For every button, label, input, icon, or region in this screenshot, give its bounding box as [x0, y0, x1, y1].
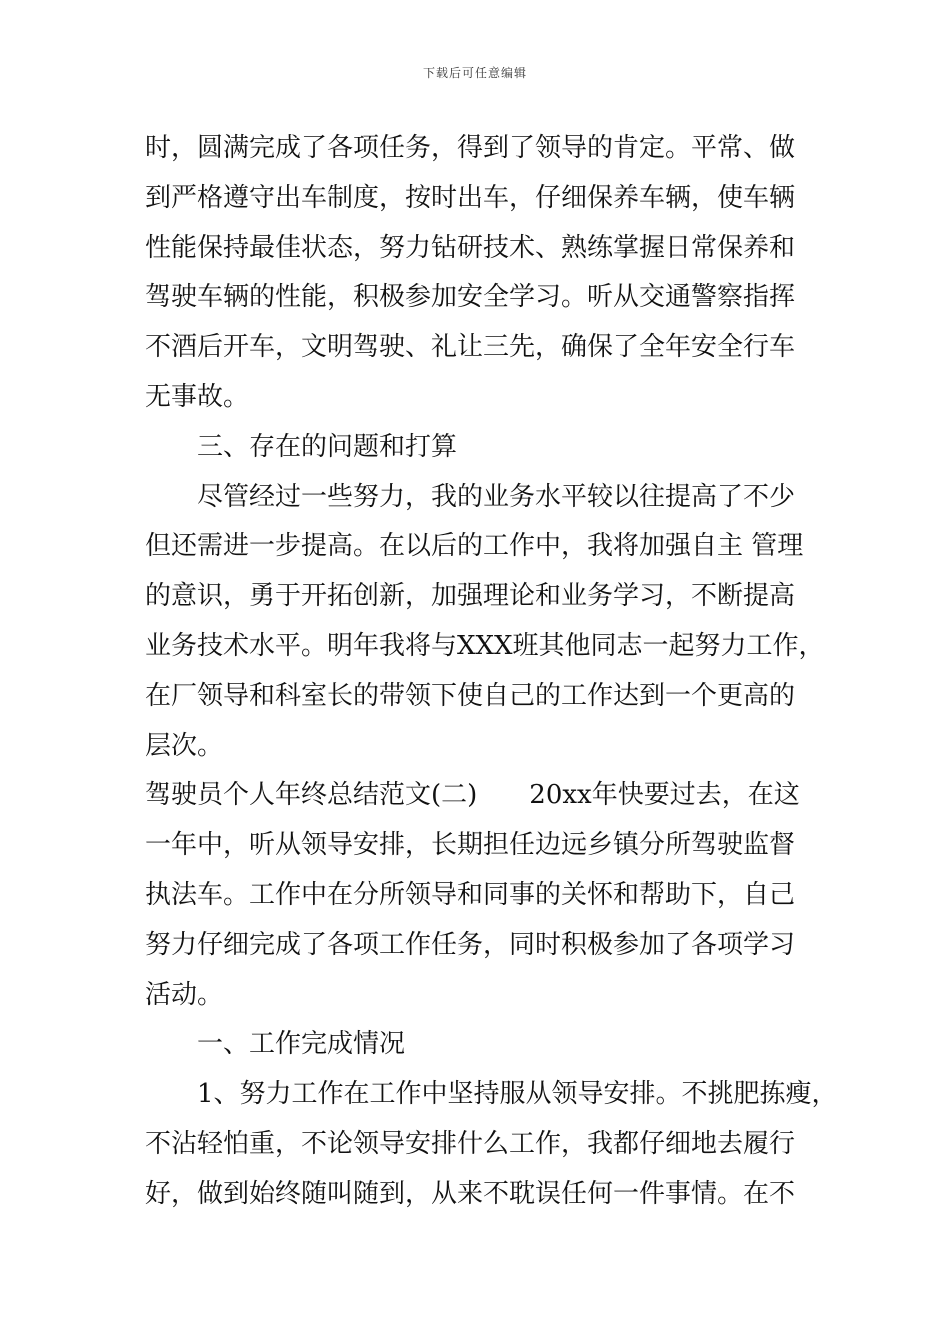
text-line-16: 执法车。工作中在分所领导和同事的关怀和帮助下，自己: [145, 879, 796, 910]
subtitle-line-tail: 20xx年快要过去，在这: [529, 780, 800, 811]
page-header: 下载后可任意编辑: [422, 66, 527, 80]
document-subtitle: 驾驶员个人年终总结范文(二): [145, 780, 478, 811]
text-line-21: 不沾轻怕重，不论领导安排什么工作，我都仔细地去履行: [145, 1128, 796, 1159]
text-line-12: 在厂领导和科室长的带领下使自己的工作达到一个更高的: [145, 680, 796, 711]
text-line-6: 无事故。: [145, 381, 250, 412]
text-line-5: 不酒后开车，文明驾驶、礼让三先，确保了全年安全行车: [145, 332, 796, 363]
text-line-1: 时，圆满完成了各项任务，得到了领导的肯定。平常、做: [145, 133, 796, 163]
text-line-10: 的意识，勇于开拓创新，加强理论和业务学习，不断提高: [145, 581, 796, 612]
document-body: [145, 124, 838, 1220]
text-line-15: 一年中，听从领导安排，长期担任边远乡镇分所驾驶监督: [145, 830, 796, 861]
text-line-8: 尽管经过一些努力，我的业务水平较以往提高了不少: [197, 481, 796, 512]
text-line-22: 好，做到始终随叫随到，从来不耽误任何一件事情。在不: [145, 1178, 796, 1209]
document-subtitle-line: [145, 771, 810, 821]
text-line-9: 但还需进一步提高。在以后的工作中，我将加强自主 管理: [145, 531, 804, 562]
text-line-3: 性能保持最佳状态，努力钻研技术、熟练掌握日常保养和: [145, 232, 796, 263]
text-line-11: 业务技术水平。明年我将与XXX班其他同志一起努力工作，: [145, 630, 825, 661]
text-line-13: 层次。: [145, 730, 224, 761]
text-line-17: 努力仔细完成了各项工作任务，同时积极参加了各项学习: [145, 929, 796, 960]
text-line-4: 驾驶车辆的性能，积极参加安全学习。听从交通警察指挥: [145, 282, 796, 313]
text-line-2: 到严格遵守出车制度，按时出车，仔细保养车辆，使车辆: [145, 182, 796, 213]
section-heading-work-completion: 一、工作完成情况: [197, 1029, 406, 1060]
text-line-18: 活动。: [145, 979, 224, 1010]
section-heading-problems-plans: 三、存在的问题和打算: [197, 431, 458, 462]
text-line-20: 1、努力工作在工作中坚持服从领导安排。不挑肥拣瘦，: [197, 1079, 838, 1110]
